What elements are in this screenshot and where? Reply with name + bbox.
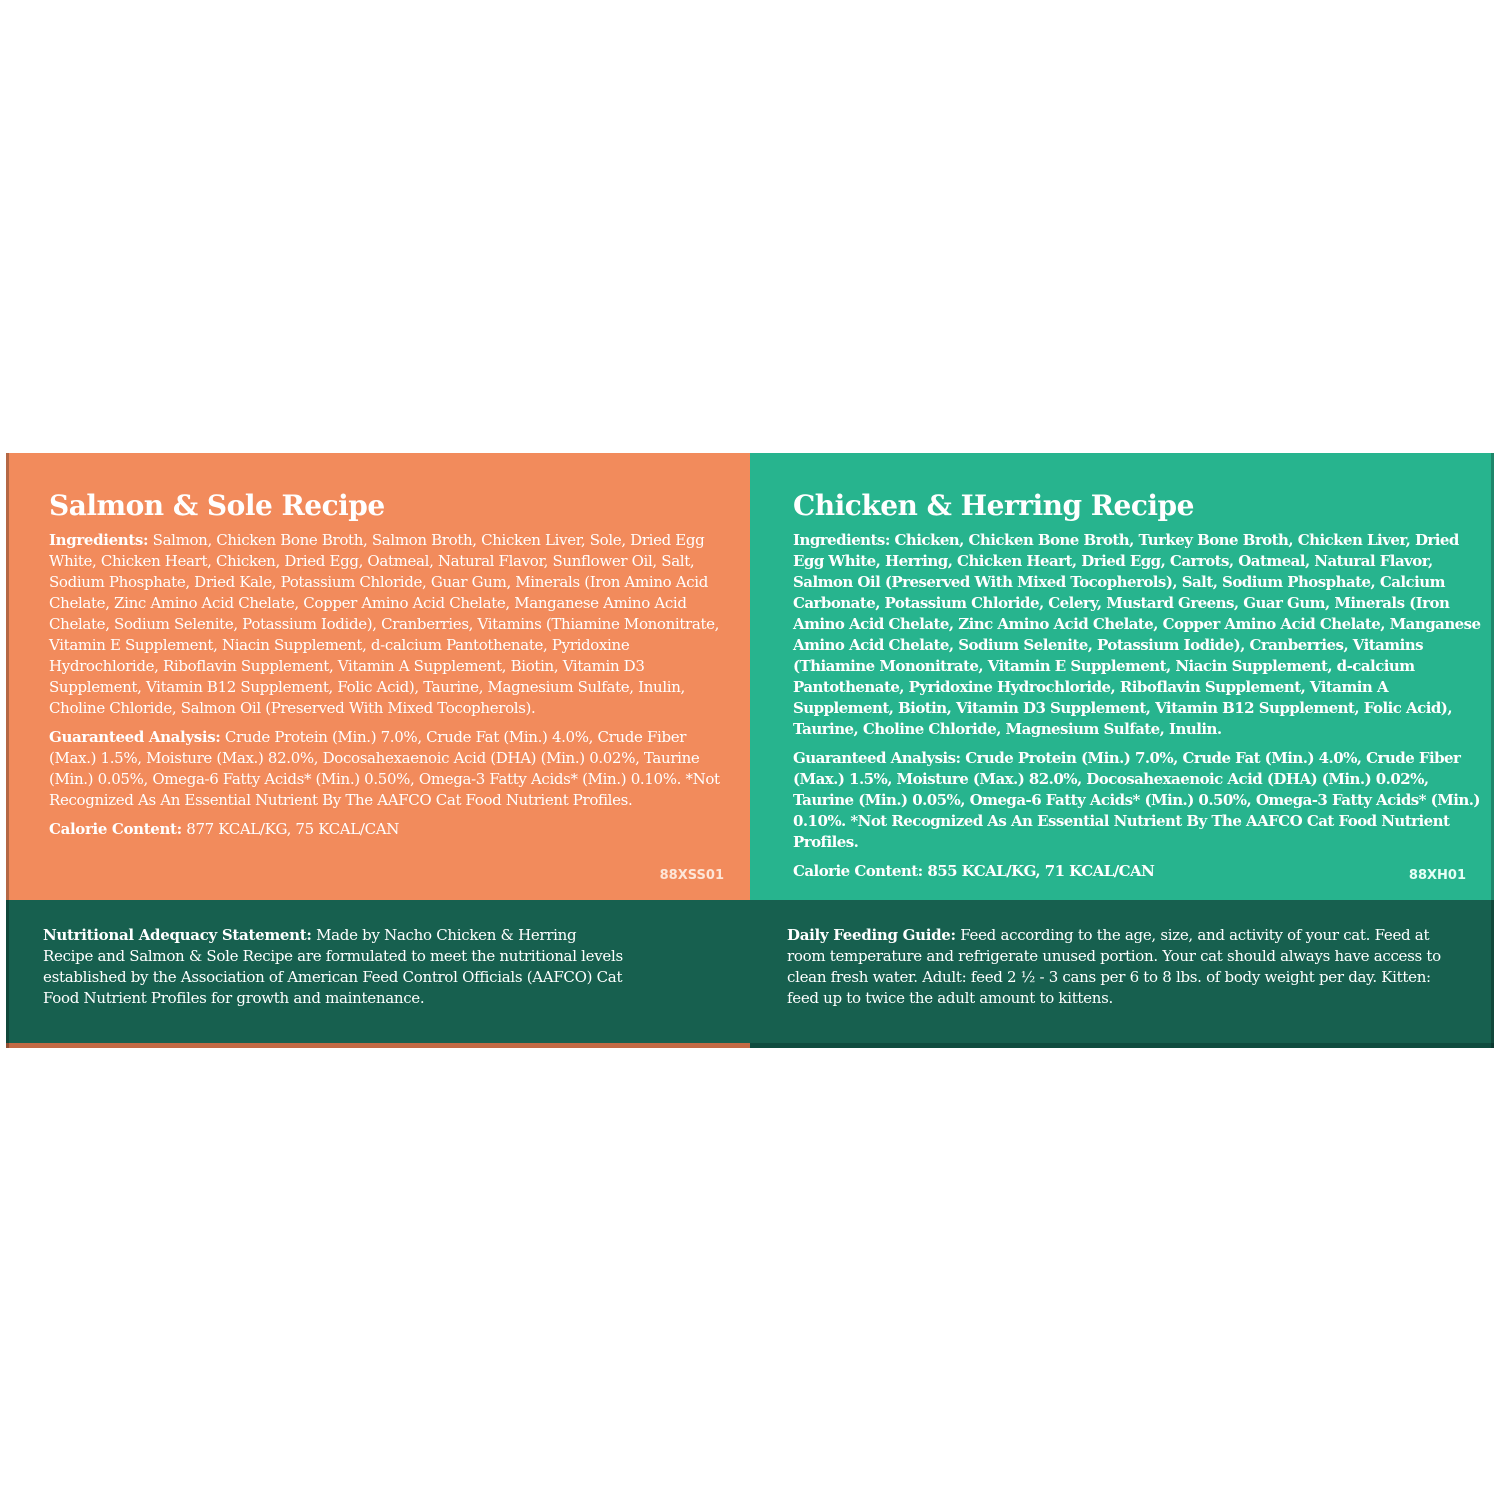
salmon-recipe-title: Salmon & Sole Recipe <box>49 489 385 522</box>
feeding-text: Feed according to the age, size, and activity of your cat. Feed at room temperature and refrigerate unused portion. Your cat should always have access to clean fresh water. Adult: feed 2 ½ - 3 cans per 6 to 8 lbs. of body weight per day. Kitten: feed up to twice the adult amount to kittens. <box>787 926 1441 1007</box>
package-right-edge <box>1491 453 1494 1048</box>
ingredients-label: Ingredients: <box>793 531 890 549</box>
analysis-text: Crude Protein (Min.) 7.0%, Crude Fat (Min.) 4.0%, Crude Fiber (Max.) 1.5%, Moisture (Max.) 82.0%, Docosahexaenoic Acid (DHA) (Min.) 0.02%, Taurine (Min.) 0.05%, Omega-6 Fatty Acids* (Min.) 0.50%, Omega-3 Fatty Acids* (Min.) 0.10%. *Not Recognized As An Essential Nutrient By The AAFCO Cat Food Nutrient Profiles. <box>793 749 1480 851</box>
chicken-calorie <box>793 861 1483 882</box>
salmon-recipe-content <box>49 488 729 848</box>
salmon-calorie <box>49 819 729 840</box>
package-left-edge <box>6 453 9 1048</box>
chicken-analysis <box>793 748 1483 853</box>
calorie-text: 877 KCAL/KG, 75 KCAL/CAN <box>186 820 399 838</box>
analysis-label: Guaranteed Analysis: <box>793 749 961 767</box>
adequacy-label: Nutritional Adequacy Statement: <box>43 926 312 944</box>
adequacy-statement <box>43 925 623 1009</box>
calorie-label: Calorie Content: <box>49 820 182 838</box>
analysis-text: Crude Protein (Min.) 7.0%, Crude Fat (Min.) 4.0%, Crude Fiber (Max.) 1.5%, Moisture (Max.) 82.0%, Docosahexaenoic Acid (DHA) (Min.) 0.02%, Taurine (Min.) 0.05%, Omega-6 Fatty Acids* (Min.) 0.50%, Omega-3 Fatty Acids* (Min.) 0.10%. *Not Recognized As An Essential Nutrient By The AAFCO Cat Food Nutrient Profiles. <box>49 728 720 809</box>
ingredients-text: Chicken, Chicken Bone Broth, Turkey Bone Broth, Chicken Liver, Dried Egg White, Herring, Chicken Heart, Dried Egg, Carrots, Oatmeal, Natural Flavor, Salmon Oil (Preserved With Mixed Tocopherols), Salt, Sodium Phosphate, Calcium Carbonate, Potassium Chloride, Celery, Mustard Greens, Guar Gum, Minerals (Iron Amino Acid Chelate, Zinc Amino Acid Chelate, Copper Amino Acid Chelate, Manganese Amino Acid Chelate, Sodium Selenite, Potassium Iodide), Cranberries, Vitamins (Thiamine Mononitrate, Vitamin E Supplement, Niacin Supplement, d-calcium Pantothenate, Pyridoxine Hydrochloride, Riboflavin Supplement, Vitamin A Supplement, Biotin, Vitamin D3 Supplement, Vitamin B12 Supplement, Folic Acid), Taurine, Choline Chloride, Magnesium Sulfate, Inulin. <box>793 531 1481 738</box>
salmon-product-code: 88XSS01 <box>659 868 724 883</box>
chicken-recipe-title: Chicken & Herring Recipe <box>793 489 1194 522</box>
package-bottom-edge <box>6 1043 1494 1048</box>
feeding-guide <box>787 925 1447 1009</box>
chicken-recipe-content <box>793 488 1483 890</box>
ingredients-text: Salmon, Chicken Bone Broth, Salmon Broth, Chicken Liver, Sole, Dried Egg White, Chicken Heart, Chicken, Dried Egg, Oatmeal, Natural Flavor, Sunflower Oil, Salt, Sodium Phosphate, Dried Kale, Potassium Chloride, Guar Gum, Minerals (Iron Amino Acid Chelate, Zinc Amino Acid Chelate, Copper Amino Acid Chelate, Manganese Amino Acid Chelate, Sodium Selenite, Potassium Iodide), Cranberries, Vitamins (Thiamine Mononitrate, Vitamin E Supplement, Niacin Supplement, d-calcium Pantothenate, Pyridoxine Hydrochloride, Riboflavin Supplement, Vitamin A Supplement, Biotin, Vitamin D3 Supplement, Vitamin B12 Supplement, Folic Acid), Taurine, Magnesium Sulfate, Inulin, Choline Chloride, Salmon Oil (Preserved With Mixed Tocopherols). <box>49 531 720 717</box>
feeding-label: Daily Feeding Guide: <box>787 926 956 944</box>
salmon-analysis <box>49 727 729 811</box>
calorie-text: 855 KCAL/KG, 71 KCAL/CAN <box>927 862 1155 880</box>
analysis-label: Guaranteed Analysis: <box>49 728 221 746</box>
calorie-label: Calorie Content: <box>793 862 923 880</box>
ingredients-label: Ingredients: <box>49 531 149 549</box>
adequacy-text: Made by Nacho Chicken & Herring Recipe and Salmon & Sole Recipe are formulated to meet the nutritional levels established by the Association of American Feed Control Officials (AAFCO) Cat Food Nutrient Profiles for growth and maintenance. <box>43 926 623 1007</box>
salmon-ingredients <box>49 530 729 719</box>
chicken-product-code: 88XH01 <box>1408 868 1466 883</box>
chicken-ingredients <box>793 530 1483 740</box>
